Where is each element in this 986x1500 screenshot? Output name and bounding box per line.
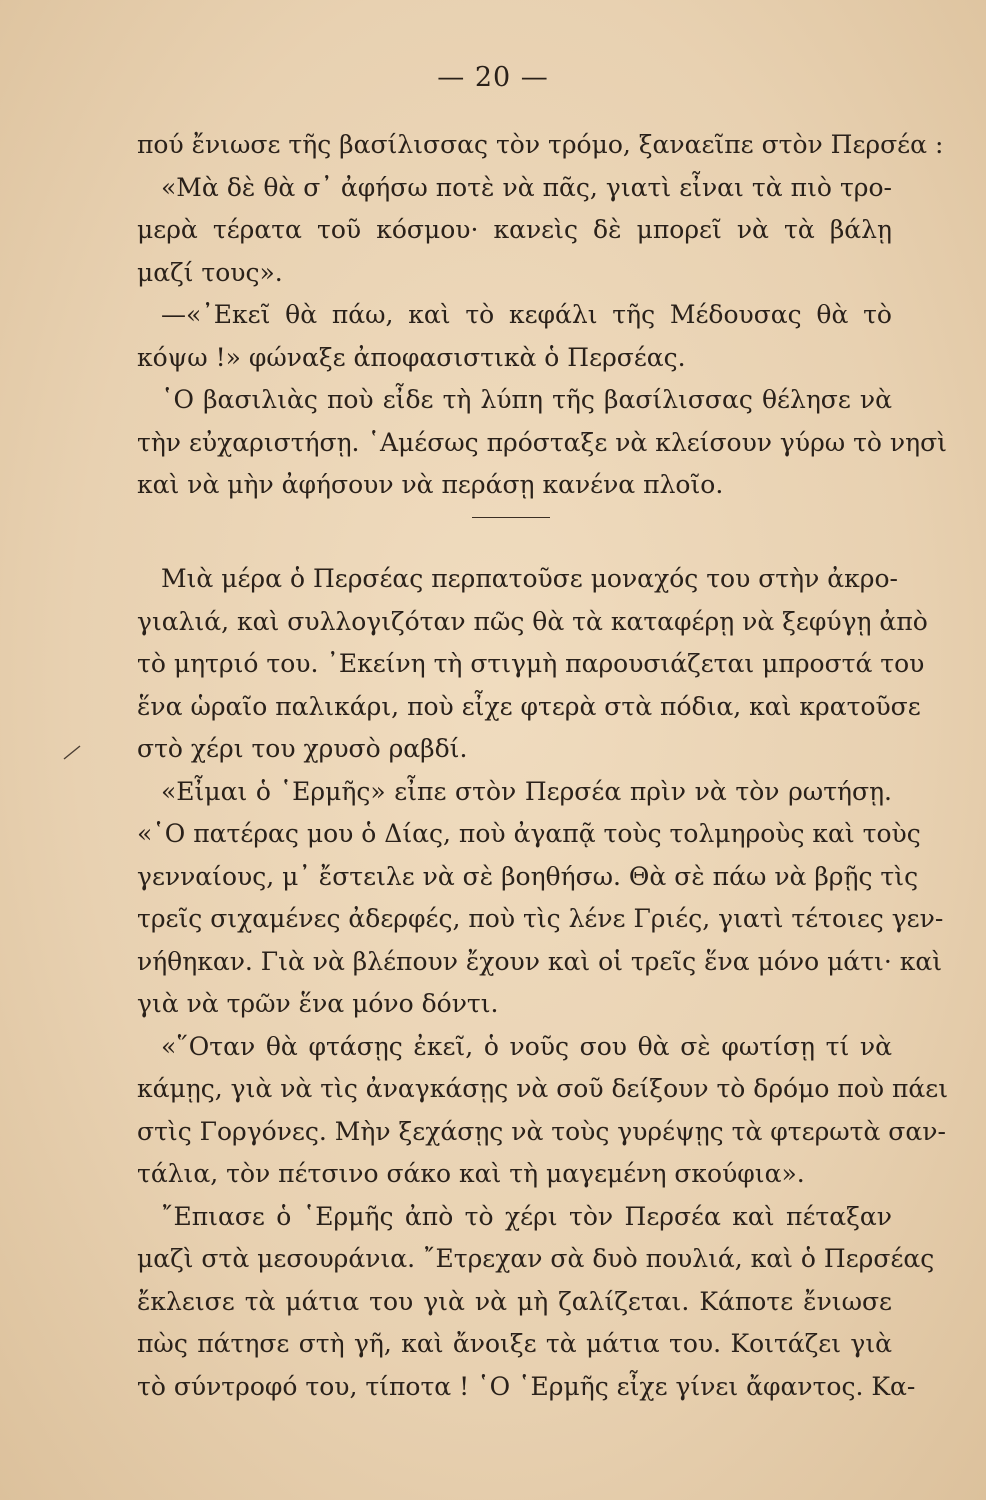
page-number: — 20 — [437,62,549,93]
text-line: κάμῃς, γιὰ νὰ τὶς ἀναγκάσῃς νὰ σοῦ δείξουν τὸ δρόμο ποὺ πάει [137,1074,949,1103]
text-line: γενναίους, μ᾽ ἔστειλε νὰ σὲ βοηθήσω. Θὰ σὲ πάω νὰ βρῇς τὶς [137,861,919,891]
text-line: ῎Επιασε ὁ ῾Ερμῆς ἀπὸ τὸ χέρι τὸν Περσέα καὶ πέταξαν [161,1201,892,1231]
text-line: μερὰ τέρατα τοῦ κόσμου· κανεὶς δὲ μπορεῖ νὰ τὰ βάλῃ [137,215,892,244]
pencil-mark-icon [62,744,82,760]
text-line: τὸ σύντροφό του, τίποτα ! ῾Ο ῾Ερμῆς εἶχε γίνει ἄφαντος. Κα- [137,1371,916,1401]
text-line: κόψω !» φώναξε ἀποφασιστικὰ ὁ Περσέας. [137,342,686,372]
text-line: νήθηκαν. Γιὰ νὰ βλέπουν ἔχουν καὶ οἱ τρεῖς ἕνα μόνο μάτι· καὶ [137,946,943,976]
text-line: «῞Οταν θὰ φτάσῃς ἐκεῖ, ὁ νοῦς σου θὰ σὲ φωτίσῃ τί νὰ [161,1031,892,1061]
text-line: γιαλιά, καὶ συλλογιζόταν πῶς θὰ τὰ καταφέρῃ νὰ ξεφύγῃ ἀπὸ [137,606,928,636]
text-line: ἕνα ὡραῖο παλικάρι, ποὺ εἶχε φτερὰ στὰ πόδια, καὶ κρατοῦσε [137,691,921,721]
text-line: Μιὰ μέρα ὁ Περσέας περπατοῦσε μοναχός του στὴν ἀκρο- [161,564,898,593]
text-line: μαζὶ στὰ μεσουράνια. ῎Ετρεχαν σὰ δυὸ πουλιά, καὶ ὁ Περσέας [137,1244,935,1273]
text-section-1 [137,124,947,507]
text-section-2 [137,558,949,1408]
text-line: «Μὰ δὲ θὰ σ᾽ ἀφήσω ποτὲ νὰ πᾶς, γιατὶ εἶναι τὰ πιὸ τρο- [161,172,892,202]
text-line: ῾Ο βασιλιὰς ποὺ εἶδε τὴ λύπη τῆς βασίλισσας θέλησε νὰ [161,385,892,414]
text-line: τάλια, τὸν πέτσινο σάκο καὶ τὴ μαγεμένη σκούφια». [137,1159,805,1188]
text-line: «Εἶμαι ὁ ῾Ερμῆς» εἶπε στὸν Περσέα πρὶν νὰ τὸν ρωτήσῃ. [161,776,892,806]
text-line: στὶς Γοργόνες. Μὴν ξεχάσῃς νὰ τοὺς γυρέψῃς τὰ φτερωτὰ σαν- [137,1116,946,1146]
text-line: πὼς πάτησε στὴ γῆ, καὶ ἄνοιξε τὰ μάτια του. Κοιτάζει γιὰ [137,1329,892,1358]
text-line: στὸ χέρι του χρυσὸ ραβδί. [137,734,468,763]
text-line: —«᾽Εκεῖ θὰ πάω, καὶ τὸ κεφάλι τῆς Μέδουσας θὰ τὸ [161,300,892,329]
text-line: γιὰ νὰ τρῶν ἕνα μόνο δόντι. [137,989,499,1018]
text-line: μαζί τους». [137,257,283,287]
text-line: καὶ νὰ μὴν ἀφήσουν νὰ περάσῃ κανένα πλοῖο. [137,470,724,499]
section-divider [472,517,550,518]
text-line: ἔκλεισε τὰ μάτια του γιὰ νὰ μὴ ζαλίζεται. Κάποτε ἔνιωσε [137,1286,892,1316]
text-line: «῾Ο πατέρας μου ὁ Δίας, ποὺ ἀγαπᾷ τοὺς τολμηροὺς καὶ τοὺς [137,819,921,848]
text-line: τὸ μητριό του. ᾽Εκείνη τὴ στιγμὴ παρουσιάζεται μπροστά του [137,649,925,678]
text-line: τὴν εὐχαριστήσῃ. ῾Αμέσως πρόσταξε νὰ κλείσουν γύρω τὸ νησὶ [137,427,947,457]
text-line: πού ἔνιωσε τῆς βασίλισσας τὸν τρόμο, ξαναεῖπε στὸν Περσέα : [137,130,944,159]
text-line: τρεῖς σιχαμένες ἀδερφές, ποὺ τὶς λένε Γριές, γιατὶ τέτοιες γεν- [137,904,944,933]
